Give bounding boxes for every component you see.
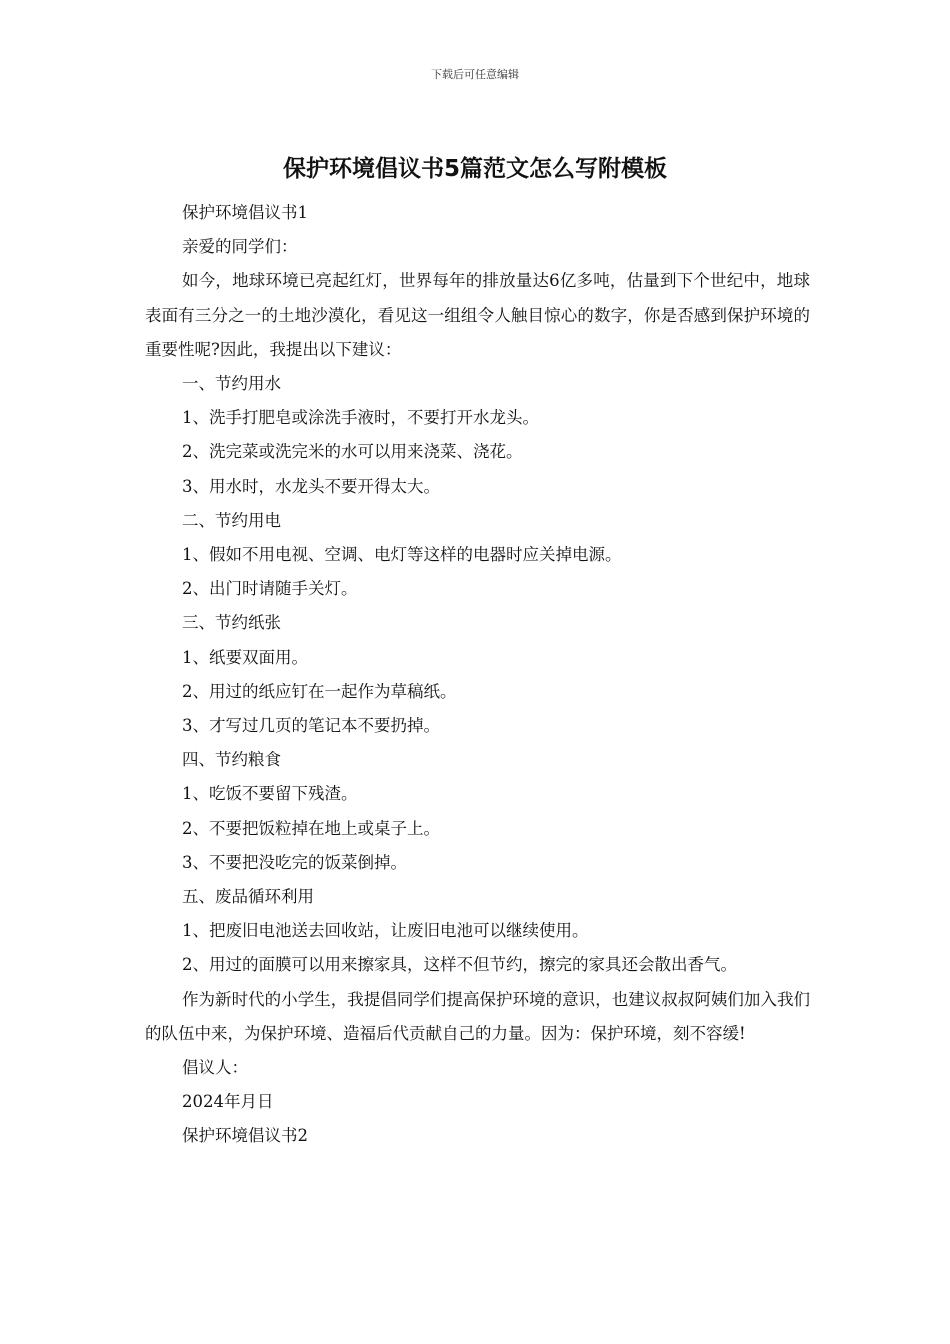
salutation: 亲爱的同学们：	[182, 237, 298, 257]
list-item: 2、出门时请随手关灯。	[182, 579, 358, 599]
section-heading: 保护环境倡议书2	[182, 1126, 308, 1146]
subheading: 四、节约粮食	[182, 750, 281, 770]
list-item: 1、吃饭不要留下残渣。	[182, 784, 358, 804]
date-line: 2024年月日	[182, 1092, 274, 1112]
list-item: 2、用过的纸应钉在一起作为草稿纸。	[182, 681, 457, 701]
signature-label: 倡议人：	[182, 1058, 248, 1078]
closing-paragraph: 作为新时代的小学生，我提倡同学们提高保护环境的意识，也建议叔叔阿姨们加入我们的队伍中来，为保护环境、造福后代贡献自己的力量。因为：保护环境，刻不容缓!	[145, 989, 810, 1043]
subheading: 三、节约纸张	[182, 613, 281, 633]
list-item: 1、假如不用电视、空调、电灯等这样的电器时应关掉电源。	[182, 545, 622, 565]
list-item: 2、用过的面膜可以用来擦家具，这样不但节约，擦完的家具还会散出香气。	[182, 955, 737, 975]
document-body	[145, 196, 810, 1154]
list-item: 3、不要把没吃完的饭菜倒掉。	[182, 852, 407, 872]
section-heading: 保护环境倡议书1	[182, 203, 308, 222]
subheading: 一、节约用水	[182, 374, 281, 394]
subheading: 二、节约用电	[182, 510, 281, 530]
list-item: 1、纸要双面用。	[182, 647, 308, 667]
list-item: 3、才写过几页的笔记本不要扔掉。	[182, 716, 440, 736]
document-title: 保护环境倡议书5篇范文怎么写附模板	[282, 156, 667, 182]
list-item: 2、洗完菜或洗完米的水可以用来浇菜、浇花。	[182, 442, 523, 462]
header-note: 下载后可任意编辑	[431, 68, 519, 81]
list-item: 1、把废旧电池送去回收站，让废旧电池可以继续使用。	[182, 921, 589, 941]
list-item: 1、洗手打肥皂或涂洗手液时，不要打开水龙头。	[182, 408, 539, 428]
list-item: 2、不要把饭粒掉在地上或桌子上。	[182, 818, 440, 838]
intro-paragraph: 如今，地球环境已亮起红灯，世界每年的排放量达6亿多吨，估量到下个世纪中，地球表面有三分之一的土地沙漠化，看见这一组组令人触目惊心的数字，你是否感到保护环境的重要性呢?因此，我提出以下建议：	[145, 271, 810, 359]
subheading: 五、废品循环利用	[182, 887, 314, 907]
list-item: 3、用水时，水龙头不要开得太大。	[182, 476, 440, 496]
